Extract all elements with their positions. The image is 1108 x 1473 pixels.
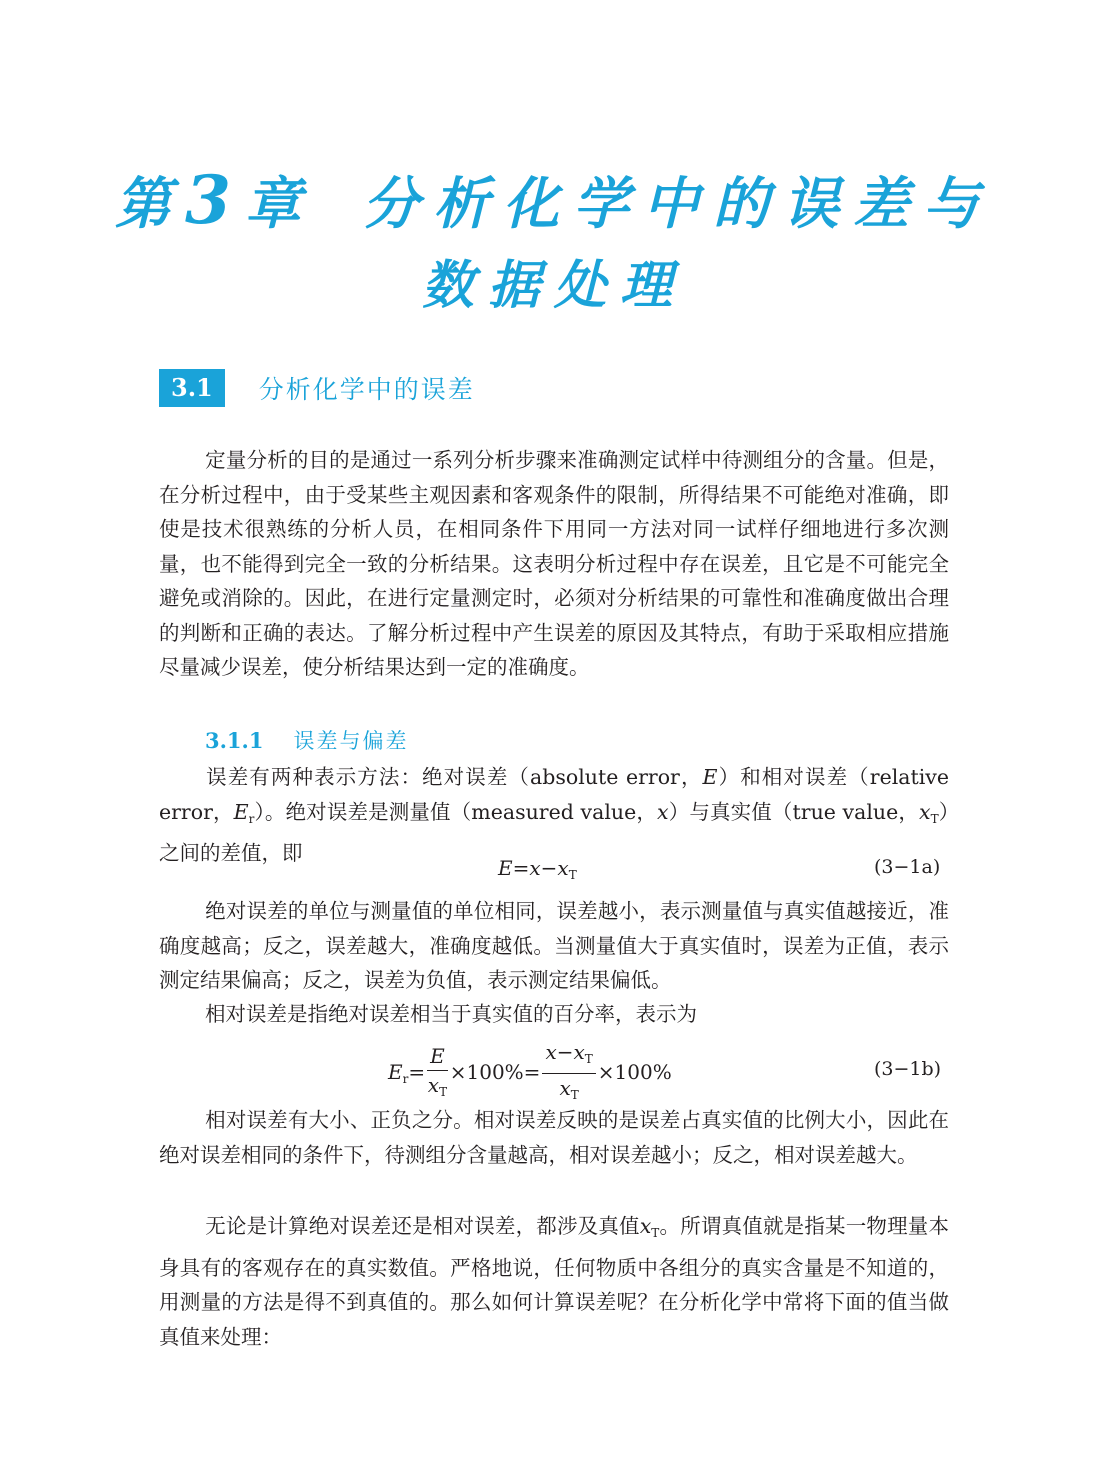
fraction-e-over-xt: $\frac{E}{x_T}$ [427,1043,448,1099]
chapter-number: 3 [185,161,245,239]
equation-3-1b: $E_r=$ $\frac{E}{x_T}$ ×100%= $\frac{x-x_T}{x_T}$ ×100% [388,1040,672,1107]
fraction-x-minus-xt-over-xt: $\frac{x-x_T}{x_T}$ [542,1040,595,1107]
subsection-title: 误差与偏差 [293,729,409,753]
paragraph-relative-size: 相对误差有大小、正负之分。相对误差反映的是误差占真实值的比例大小，因此在绝对误差相同的条件下，待测组分含量越高，相对误差越小；反之，相对误差越大。 [159,1108,949,1167]
paragraph-true-value: 无论是计算绝对误差还是相对误差，都涉及真值$x_T$。所谓真值就是指某一物理量本身具有的客观存在的真实数值。严格地说，任何物质中各组分的真实含量是不知道的，用测量的方法是得不到真值的。那么如何计算误差呢？在分析化学中常将下面的值当做真值来处理： [159,1214,950,1349]
paragraph-relative-intro: 相对误差是指绝对误差相当于真实值的百分率，表示为 [205,1002,697,1026]
paragraph-absolute-error: 绝对误差的单位与测量值的单位相同，误差越小，表示测量值与真实值越接近，准确度越高；反之，误差越大，准确度越低。当测量值大于真实值时，误差为正值，表示测定结果偏高；反之，误差为负值，表示测定结果偏低。 [159,899,949,992]
equation-3-1a: $E=x-x_T$ [498,856,577,882]
intro-paragraph: 定量分析的目的是通过一系列分析步骤来准确测定试样中待测组分的含量。但是，在分析过程中，由于受某些主观因素和客观条件的限制，所得结果不可能绝对准确，即使是技术很熟练的分析人员，在相同条件下用同一方法对同一试样仔细地进行多次测量，也不能得到完全一致的分析结果。这表明分析过程中存在误差，且它是不可能完全避免或消除的。因此，在进行定量测定时，必须对分析结果的可靠性和准确度做出合理的判断和正确的表达。了解分析过程中产生误差的原因及其特点，有助于采取相应措施尽量减少误差，使分析结果达到一定的准确度。 [159,448,949,679]
section-heading [159,369,475,407]
equation-number-3-1a: (3−1a) [874,856,941,878]
paragraph-error-types: 误差有两种表示方法：绝对误差（absolute error，E）和相对误差（relative error，$E_r$）。绝对误差是测量值（measured value，x）与真实值（true value，$x_T$）之间的差值，即 [159,765,950,865]
chapter-label-post: 章 [244,171,315,237]
chapter-title-text-1: 分析化学中的误差与 [362,171,993,237]
section-title: 分析化学中的误差 [258,375,475,404]
chapter-label-pre: 第 [115,171,186,237]
chapter-title-text-2: 数据处理 [421,255,686,316]
chapter-title-line2 [0,243,1108,318]
section-number-badge: 3.1 [159,369,225,407]
subsection-number: 3.1.1 [205,728,264,753]
subsection-heading [205,725,408,755]
equation-number-3-1b: (3−1b) [874,1058,942,1080]
chapter-title-line1 [0,160,1108,240]
